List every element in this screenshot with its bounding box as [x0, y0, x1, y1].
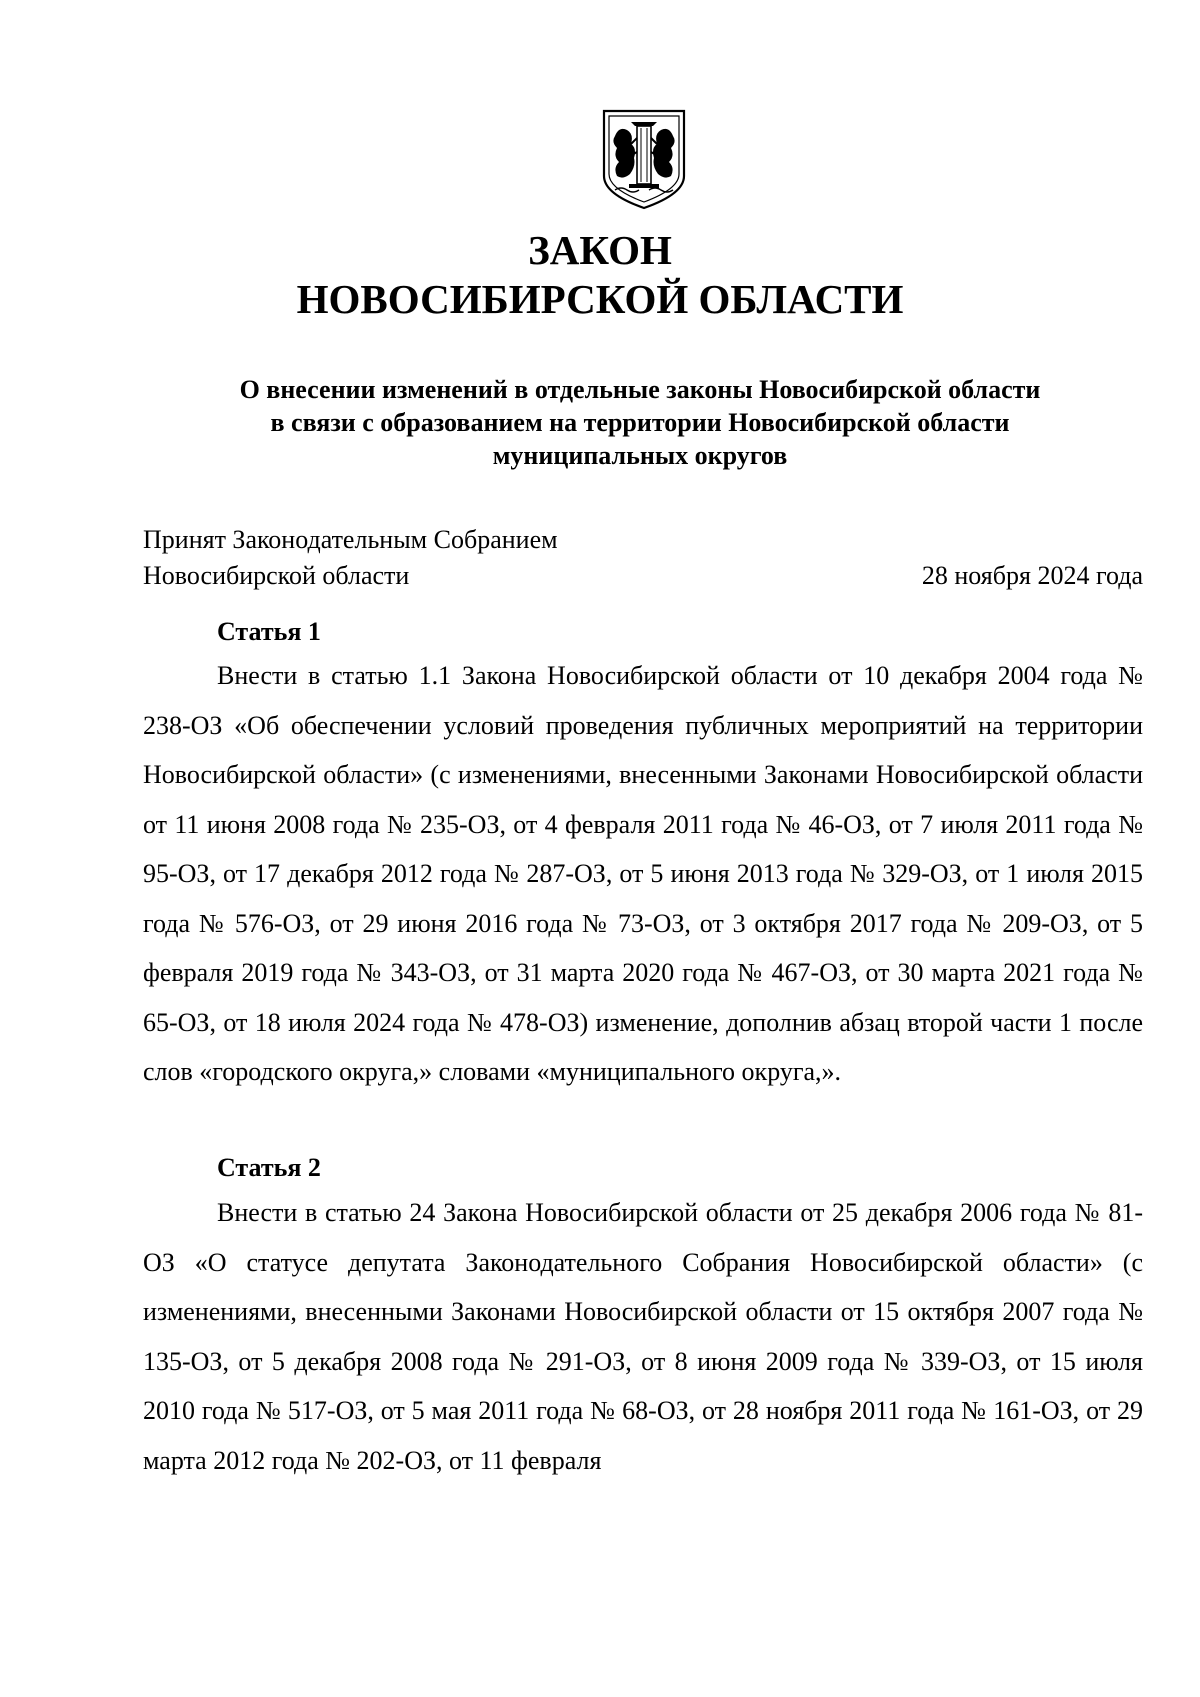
article-2-text: Внести в статью 24 Закона Новосибирской области от 25 декабря 2006 года № 81-ОЗ «О статусе депутата Законодательного Собрания Новосибирской области» (с изменениями, внесенными Законами Новосибирской области от 15 октября 2007 года № 135-ОЗ, от 5 декабря 2008 года № 291-ОЗ, от 8 июня 2009 года № 339-ОЗ, от 15 июля 2010 года № 517-ОЗ, от 5 мая 2011 года № 68-ОЗ, от 28 ноября 2011 года № 161-ОЗ, от 29 марта 2012 года № 202-ОЗ, от 11 февраля: [143, 1198, 1143, 1475]
law-subject-line-2: в связи с образованием на территории Новосибирской области: [270, 408, 1010, 437]
law-subject-line-3: муниципальных округов: [492, 441, 788, 470]
article-1-heading: Статья 1: [217, 617, 321, 646]
article-1-text: Внести в статью 1.1 Закона Новосибирской области от 10 декабря 2004 года № 238-ОЗ «Об обеспечении условий проведения публичных мероприятий на территории Новосибирской области» (с изменениями, внесенными Законами Новосибирской области от 11 июня 2008 года № 235-ОЗ, от 4 февраля 2011 года № 46-ОЗ, от 7 июля 2011 года № 95-ОЗ, от 17 декабря 2012 года № 287-ОЗ, от 5 июня 2013 года № 329-ОЗ, от 1 июля 2015 года № 576-ОЗ, от 29 июня 2016 года № 73-ОЗ, от 3 октября 2017 года № 209-ОЗ, от 5 февраля 2019 года № 343-ОЗ, от 31 марта 2020 года № 467-ОЗ, от 30 марта 2021 года № 65-ОЗ, от 18 июля 2024 года № 478-ОЗ) изменение, дополнив абзац второй части 1 после слов «городского округа,» словами «муниципального округа,».: [143, 661, 1143, 1086]
coat-of-arms-icon: [601, 108, 687, 212]
document-title-region: НОВОСИБИРСКОЙ ОБЛАСТИ: [296, 276, 904, 322]
adoption-block: [143, 522, 1143, 594]
adoption-body-line-1: Принят Законодательным Собранием: [143, 525, 558, 554]
document-title: ЗАКОН: [528, 227, 672, 273]
adoption-date: 28 ноября 2024 года: [921, 561, 1143, 590]
adoption-body-line-2: Новосибирской области: [143, 561, 410, 590]
law-subject-line-1: О внесении изменений в отдельные законы Новосибирской области: [239, 375, 1041, 404]
article-2-heading: Статья 2: [217, 1153, 321, 1182]
